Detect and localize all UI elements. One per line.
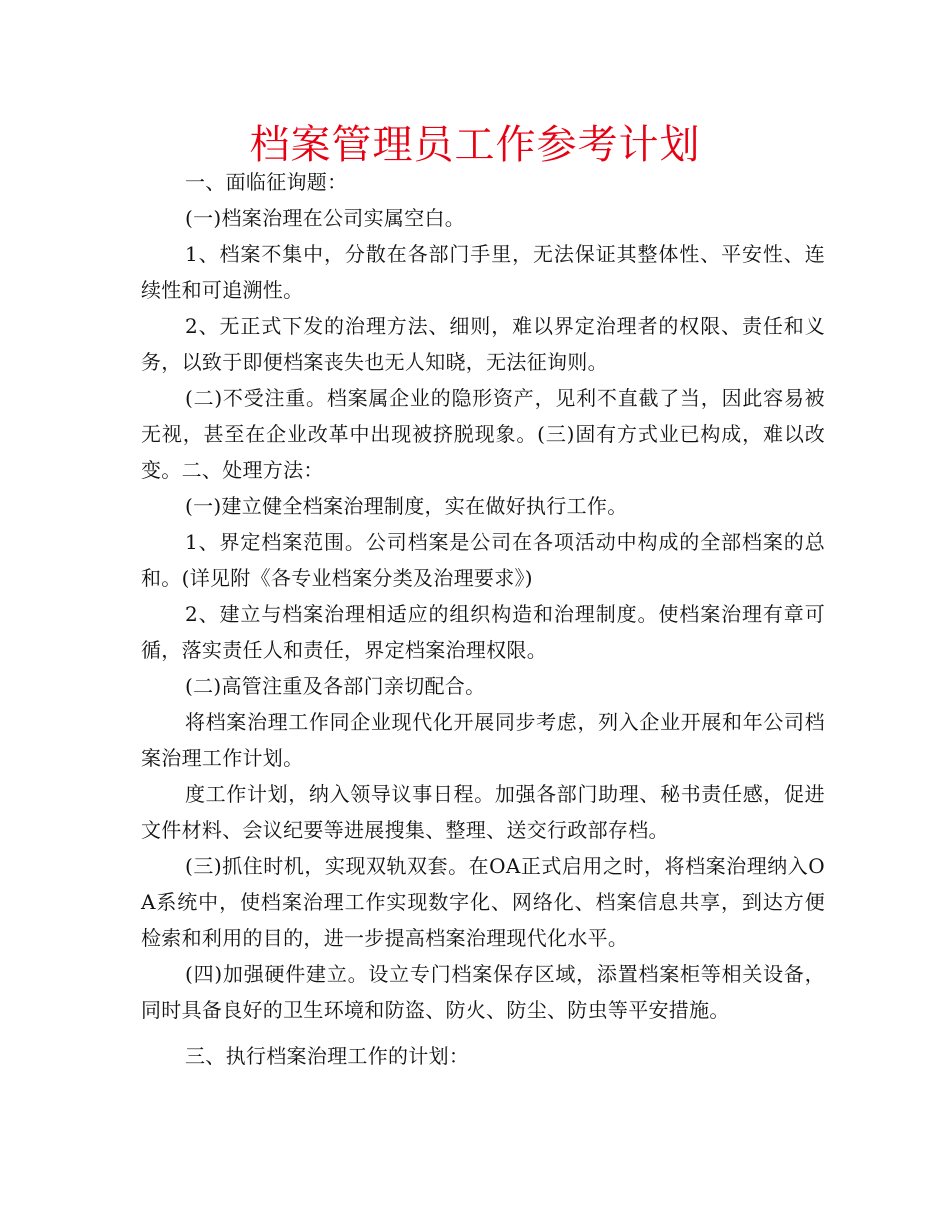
paragraph: 度工作计划，纳入领导议事日程。加强各部门助理、秘书责任感，促进文件材料、会议纪要等进展搜集、整理、送交行政部存档。	[141, 782, 825, 842]
paragraph: 将档案治理工作同企业现代化开展同步考虑，列入企业开展和年公司档案治理工作计划。	[141, 710, 825, 770]
paragraph: (二)不受注重。档案属企业的隐形资产，见利不直截了当，因此容易被无视，甚至在企业改革中出现被挤脱现象。(三)固有方式业已构成，难以改变。二、处理方法：	[141, 386, 825, 482]
section-heading-3: 三、执行档案治理工作的计划：	[185, 1044, 470, 1068]
paragraph: (一)建立健全档案治理制度，实在做好执行工作。	[185, 494, 628, 518]
paragraph: (一)档案治理在公司实属空白。	[185, 206, 466, 230]
paragraph: (三)抓住时机，实现双轨双套。在OA正式启用之时，将档案治理纳入OA系统中，使档案治理工作实现数字化、网络化、档案信息共享，到达方便检索和利用的目的，进一步提高档案治理现代化水平。	[141, 854, 825, 950]
paragraph: (二)高管注重及各部门亲切配合。	[185, 674, 486, 698]
paragraph: 1、档案不集中，分散在各部门手里，无法保证其整体性、平安性、连续性和可追溯性。	[141, 242, 825, 302]
paragraph: (四)加强硬件建立。设立专门档案保存区域，添置档案柜等相关设备，同时具备良好的卫生环境和防盗、防火、防尘、防虫等平安措施。	[141, 962, 825, 1022]
section-heading-1: 一、面临征询题：	[185, 170, 348, 194]
paragraph: 2、建立与档案治理相适应的组织构造和治理制度。使档案治理有章可循，落实责任人和责任，界定档案治理权限。	[141, 602, 825, 662]
paragraph: 1、界定档案范围。公司档案是公司在各项活动中构成的全部档案的总和。(详见附《各专业档案分类及治理要求》)	[141, 530, 825, 590]
document-title: 档案管理员工作参考计划	[249, 122, 701, 168]
paragraph: 2、无正式下发的治理方法、细则，难以界定治理者的权限、责任和义务，以致于即便档案丧失也无人知晓，无法征询则。	[141, 314, 825, 374]
document-body	[141, 164, 825, 1074]
